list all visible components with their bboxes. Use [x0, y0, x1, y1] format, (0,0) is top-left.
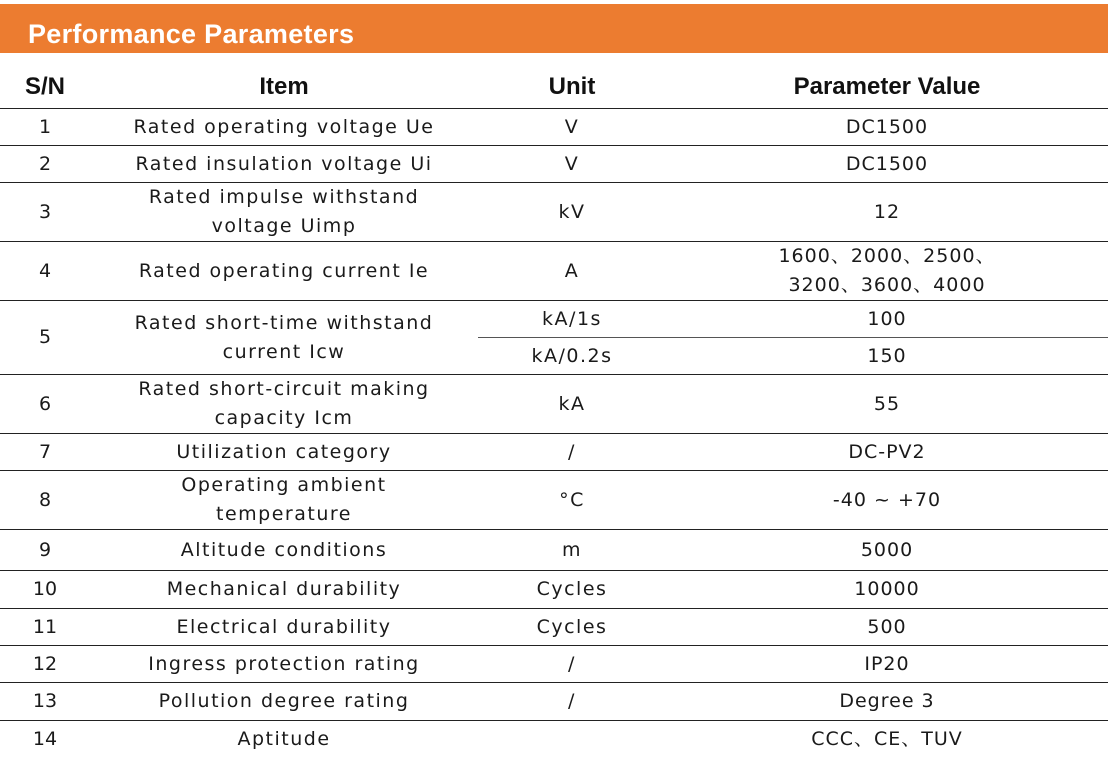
row-unit: kV — [478, 183, 666, 242]
row-value: DC1500 — [666, 109, 1108, 146]
row-item: Rated short-time withstand current Icw — [90, 301, 478, 375]
row-sn: 12 — [0, 646, 90, 683]
row-value: CCC、CE、TUV — [666, 721, 1108, 759]
table-row — [0, 109, 1108, 146]
row-value: 150 — [666, 338, 1108, 375]
column-header-parameter-value: Parameter Value — [666, 65, 1108, 109]
table-row — [0, 146, 1108, 183]
row-value: 10000 — [666, 571, 1108, 609]
row-unit: V — [478, 146, 666, 183]
row-sn: 14 — [0, 721, 90, 759]
table-row — [0, 530, 1108, 571]
row-value: DC-PV2 — [666, 434, 1108, 471]
row-unit: V — [478, 109, 666, 146]
column-header-sn: S/N — [0, 65, 90, 109]
section-header — [0, 4, 1108, 53]
row-sn: 9 — [0, 530, 90, 571]
row-unit: / — [478, 646, 666, 683]
row-sn: 10 — [0, 571, 90, 609]
row-unit: / — [478, 683, 666, 721]
row-item: Operating ambient temperature — [90, 471, 478, 530]
row-item: Rated operating current Ie — [90, 242, 478, 301]
row-item: Aptitude — [90, 721, 478, 759]
row-value: 55 — [666, 375, 1108, 434]
row-sn: 3 — [0, 183, 90, 242]
table-row — [0, 571, 1108, 609]
table-row — [0, 183, 1108, 242]
row-unit: Cycles — [478, 571, 666, 609]
table-row — [0, 434, 1108, 471]
row-value: IP20 — [666, 646, 1108, 683]
table-row — [0, 301, 1108, 338]
table-row — [0, 242, 1108, 301]
row-item: Rated operating voltage Ue — [90, 109, 478, 146]
table-row — [0, 721, 1108, 759]
row-item: Mechanical durability — [90, 571, 478, 609]
row-unit: A — [478, 242, 666, 301]
row-sn: 4 — [0, 242, 90, 301]
row-item: Altitude conditions — [90, 530, 478, 571]
row-item: Rated insulation voltage Ui — [90, 146, 478, 183]
row-unit: Cycles — [478, 609, 666, 646]
row-unit: °C — [478, 471, 666, 530]
row-value: 500 — [666, 609, 1108, 646]
column-header-unit: Unit — [478, 65, 666, 109]
row-item: Electrical durability — [90, 609, 478, 646]
row-unit: kA — [478, 375, 666, 434]
row-value: 5000 — [666, 530, 1108, 571]
row-value: 1600、2000、2500、3200、3600、4000 — [666, 242, 1108, 301]
row-item: Ingress protection rating — [90, 646, 478, 683]
row-sn: 6 — [0, 375, 90, 434]
row-sn: 1 — [0, 109, 90, 146]
table-row — [0, 609, 1108, 646]
row-item: Pollution degree rating — [90, 683, 478, 721]
row-value: DC1500 — [666, 146, 1108, 183]
row-sn: 7 — [0, 434, 90, 471]
row-unit: kA/1s — [478, 301, 666, 338]
column-header-item: Item — [90, 65, 478, 109]
row-sn: 13 — [0, 683, 90, 721]
row-item: Rated impulse withstand voltage Uimp — [90, 183, 478, 242]
row-value: -40 ~ +70 — [666, 471, 1108, 530]
row-sn: 8 — [0, 471, 90, 530]
row-item: Utilization category — [90, 434, 478, 471]
row-sn: 11 — [0, 609, 90, 646]
row-unit: / — [478, 434, 666, 471]
row-value: Degree 3 — [666, 683, 1108, 721]
row-unit — [478, 721, 666, 759]
table-row — [0, 375, 1108, 434]
table-row — [0, 646, 1108, 683]
row-value: 100 — [666, 301, 1108, 338]
row-sn: 5 — [0, 301, 90, 375]
table-row — [0, 471, 1108, 530]
table-row — [0, 683, 1108, 721]
row-sn: 2 — [0, 146, 90, 183]
section-title: Performance Parameters — [28, 19, 355, 49]
row-unit: kA/0.2s — [478, 338, 666, 375]
table-header-row — [0, 65, 1108, 109]
performance-parameters-table — [0, 65, 1108, 759]
row-item: Rated short-circuit making capacity Icm — [90, 375, 478, 434]
row-value: 12 — [666, 183, 1108, 242]
row-unit: m — [478, 530, 666, 571]
